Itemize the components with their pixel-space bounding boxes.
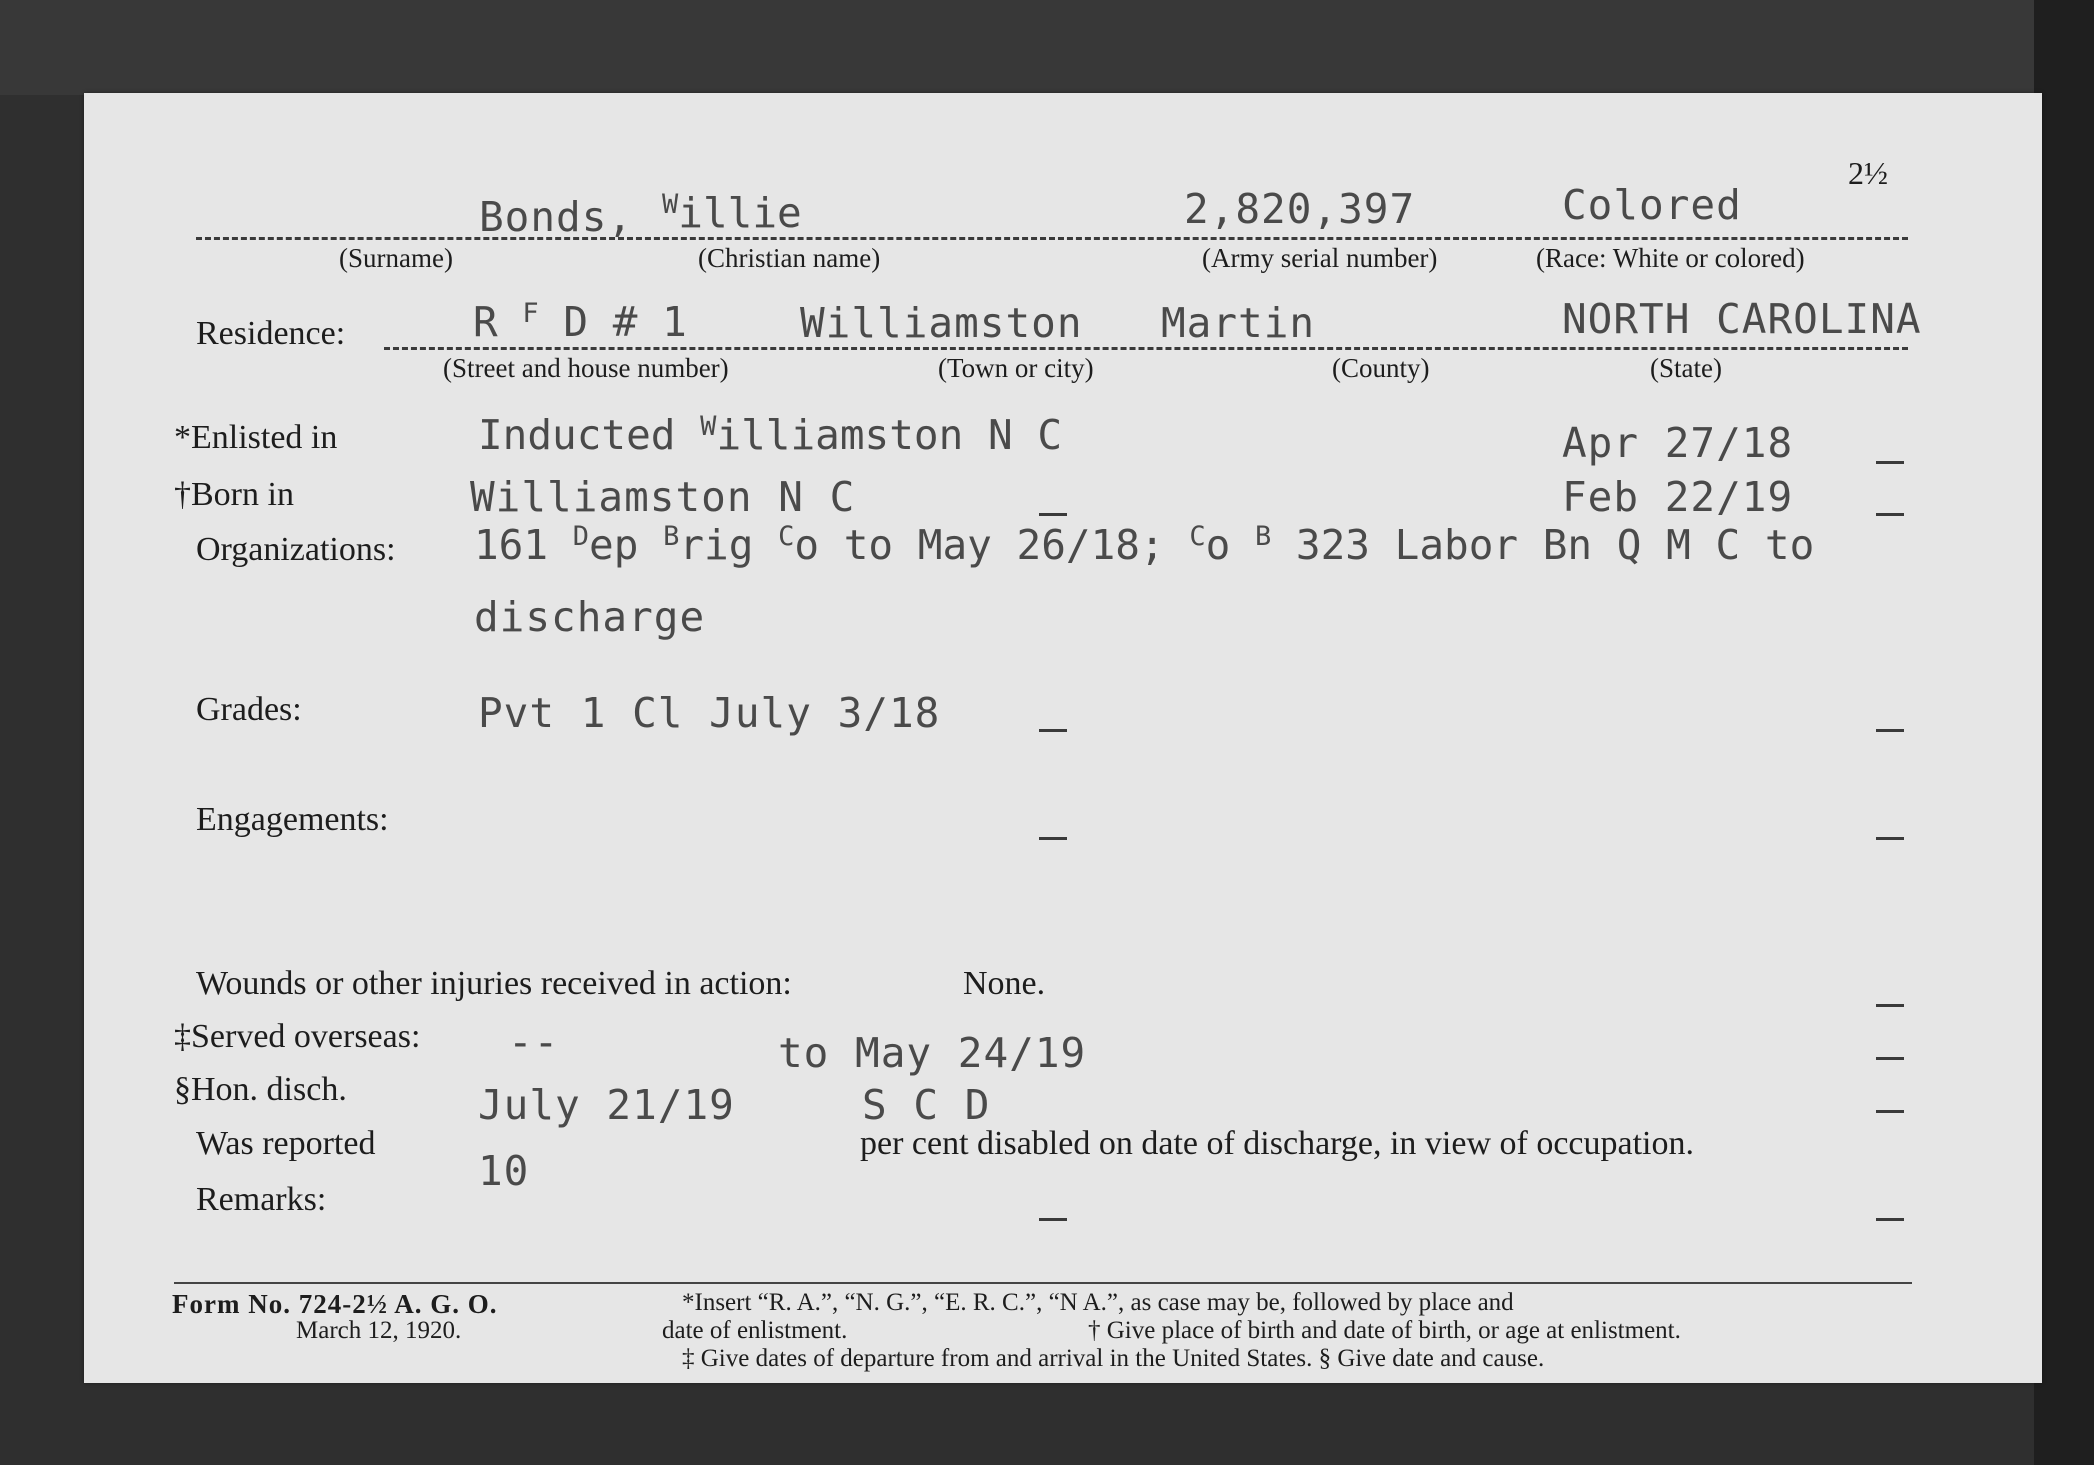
hon-disch-cause: S C D <box>862 1081 991 1129</box>
overseas-to: to May 24/19 <box>778 1029 1087 1077</box>
reported-label: Was reported <box>196 1125 376 1162</box>
grades-dash <box>1876 729 1904 732</box>
surname-caption: (Surname) <box>339 243 453 273</box>
hon-disch-dash <box>1876 1110 1904 1113</box>
born-place: Williamston N C <box>470 473 856 521</box>
wounds-dash <box>1876 1004 1904 1007</box>
enlisted-dash <box>1876 461 1904 464</box>
race-caption: (Race: White or colored) <box>1536 243 1805 273</box>
footer-note-1-cont: date of enlistment. <box>662 1317 848 1344</box>
christian-name-value: $^W$illie <box>662 189 802 237</box>
wounds-value: None. <box>963 965 1046 1002</box>
county-value: Martin <box>1161 299 1316 347</box>
race-value: Colored <box>1562 181 1742 229</box>
hon-disch-label: §Hon. disch. <box>174 1071 347 1108</box>
footer-rule <box>174 1282 1912 1284</box>
grades-middle-dash <box>1039 729 1067 732</box>
enlisted-date: Apr 27/18 <box>1562 419 1794 467</box>
overseas-dash <box>1876 1057 1904 1060</box>
town-value: Williamston <box>800 299 1083 347</box>
born-label: †Born in <box>174 476 294 513</box>
serial-caption: (Army serial number) <box>1202 243 1438 273</box>
reported-percent: 10 <box>478 1147 530 1195</box>
residence-label: Residence: <box>196 315 346 352</box>
organizations-value: 161 $^D$ep $^B$rig $^C$o to May 26/18; $^C$o $^B$ 323 Labor Bn Q M C to <box>474 521 1815 569</box>
county-caption: (County) <box>1332 353 1430 383</box>
enlisted-label: *Enlisted in <box>174 419 338 456</box>
reported-text: per cent disabled on date of discharge, in view of occupation. <box>860 1125 1694 1162</box>
surname-value: Bonds, <box>479 193 634 241</box>
footer-note-3: ‡ Give dates of departure from and arrival in the United States. § Give date and cause. <box>682 1345 1545 1372</box>
state-value: NORTH CAROLINA <box>1562 295 1922 343</box>
overseas-label: ‡Served overseas: <box>174 1018 421 1055</box>
residence-line <box>384 347 1908 350</box>
state-caption: (State) <box>1650 353 1722 383</box>
christian-name-caption: (Christian name) <box>698 243 881 273</box>
remarks-middle-dash <box>1039 1218 1067 1221</box>
remarks-dash <box>1876 1218 1904 1221</box>
scanner-background-top <box>0 0 2094 95</box>
organizations-value-line2: discharge <box>474 593 706 641</box>
street-caption: (Street and house number) <box>443 353 729 383</box>
town-caption: (Town or city) <box>938 353 1094 383</box>
footer-note-2: † Give place of birth and date of birth, or age at enlistment. <box>1088 1317 1681 1344</box>
grades-value: Pvt 1 Cl July 3/18 <box>478 689 941 737</box>
engagements-dash <box>1876 837 1904 840</box>
born-middle-dash <box>1039 513 1067 516</box>
serial-number-value: 2,820,397 <box>1184 185 1416 233</box>
scanner-background-right <box>2034 0 2094 1465</box>
enlisted-value: Inducted $^W$illiamston N C <box>478 411 1063 459</box>
remarks-label: Remarks: <box>196 1181 327 1218</box>
footer-note-1: *Insert “R. A.”, “N. G.”, “E. R. C.”, “N A.”, as case may be, followed by place and <box>682 1289 1514 1316</box>
born-date: Feb 22/19 <box>1562 473 1794 521</box>
organizations-label: Organizations: <box>196 531 396 568</box>
street-value: R $^F$ D # 1 <box>473 298 687 346</box>
hon-disch-date: July 21/19 <box>478 1081 735 1129</box>
form-date: March 12, 1920. <box>296 1317 462 1344</box>
header-line <box>196 237 1908 240</box>
born-dash <box>1876 513 1904 516</box>
form-number: Form No. 724-2½ A. G. O. <box>172 1289 498 1319</box>
card-number: 2½ <box>1848 155 1888 191</box>
grades-label: Grades: <box>196 691 302 728</box>
engagements-middle-dash <box>1039 837 1067 840</box>
overseas-from: -- <box>508 1018 560 1066</box>
record-card <box>84 93 2042 1383</box>
engagements-label: Engagements: <box>196 801 389 838</box>
wounds-label: Wounds or other injuries received in action: <box>196 965 792 1002</box>
